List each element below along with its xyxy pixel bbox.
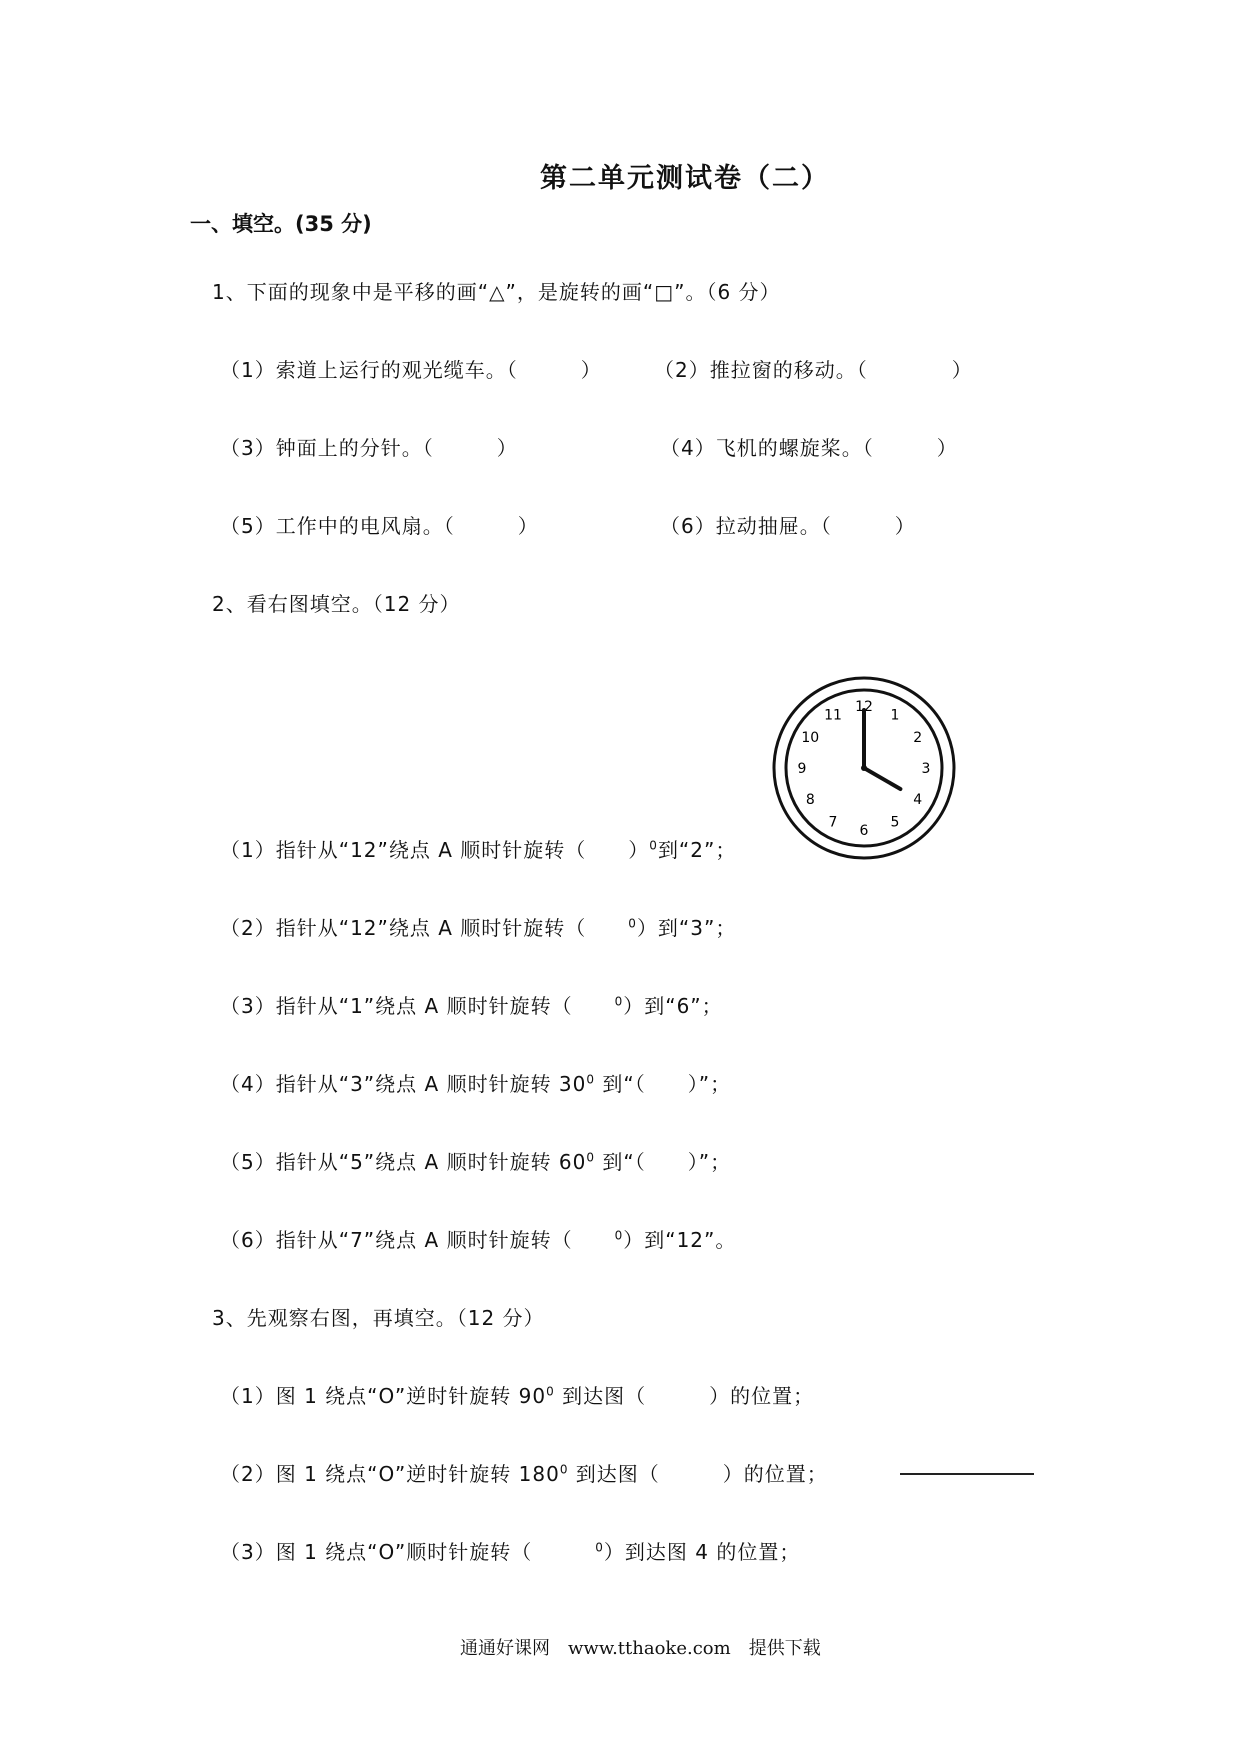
clock-number: 11 xyxy=(824,707,842,724)
q3-item: （3）图 1 绕点“O”顺时针旋转（ $^0$）到达图 4 的位置； xyxy=(220,1540,801,1564)
q1-item: （3）钟面上的分针。（ ） xyxy=(220,436,518,460)
question-2-stem: 2、看右图填空。（12 分） xyxy=(212,592,461,616)
clock-center-point-a xyxy=(861,765,867,771)
question-3-stem: 3、先观察右图，再填空。（12 分） xyxy=(212,1306,545,1330)
q2-item: （1）指针从“12”绕点 A 顺时针旋转（ ）$^0$到“2”； xyxy=(220,838,737,862)
figure-divider-line xyxy=(900,1473,1034,1475)
clock-number: 1 xyxy=(890,707,900,724)
clock-number: 8 xyxy=(805,792,815,808)
q2-item: （2）指针从“12”绕点 A 顺时针旋转（ $^0$）到“3”； xyxy=(220,916,737,940)
page-title: 第二单元测试卷（二） xyxy=(540,163,830,194)
q2-item: （3）指针从“1”绕点 A 顺时针旋转（ $^0$）到“6”； xyxy=(220,994,723,1018)
q2-item: （6）指针从“7”绕点 A 顺时针旋转（ $^0$）到“12”。 xyxy=(220,1228,737,1252)
clock-number: 6 xyxy=(859,823,869,839)
footer-text: 通通好课网 www.tthaoke.com 提供下载 xyxy=(460,1638,821,1659)
q1-item: （5）工作中的电风扇。（ ） xyxy=(220,514,539,538)
q1-item: （2）推拉窗的移动。（ ） xyxy=(654,358,973,382)
clock-number: 2 xyxy=(913,730,923,746)
q2-item: （5）指针从“5”绕点 A 顺时针旋转 $60^0$ 到“（ ）”； xyxy=(220,1150,732,1174)
q1-item: （6）拉动抽屉。（ ） xyxy=(660,514,916,538)
clock-figure xyxy=(770,674,958,862)
question-1-stem: 1、下面的现象中是平移的画“△”，是旋转的画“□”。（6 分） xyxy=(212,280,781,304)
clock-number: 12 xyxy=(855,699,873,715)
q1-item: （4）飞机的螺旋桨。（ ） xyxy=(660,436,958,460)
clock-number: 4 xyxy=(913,792,923,808)
clock-number: 9 xyxy=(797,761,807,777)
q2-item: （4）指针从“3”绕点 A 顺时针旋转 $30^0$ 到“（ ）”； xyxy=(220,1072,732,1096)
clock-number: 7 xyxy=(828,814,838,831)
q3-item: （1）图 1 绕点“O”逆时针旋转 $90^0$ 到达图（ ）的位置； xyxy=(220,1384,815,1408)
clock-number: 5 xyxy=(890,814,900,831)
q1-item: （1）索道上运行的观光缆车。（ ） xyxy=(220,358,602,382)
clock-number: 10 xyxy=(801,730,820,746)
q3-item: （2）图 1 绕点“O”逆时针旋转 $180^0$ 到达图（ ）的位置； xyxy=(220,1462,828,1486)
clock-hour-hand xyxy=(864,768,900,789)
clock-number: 3 xyxy=(921,761,931,777)
section-heading: 一、填空。(35 分) xyxy=(190,212,372,236)
